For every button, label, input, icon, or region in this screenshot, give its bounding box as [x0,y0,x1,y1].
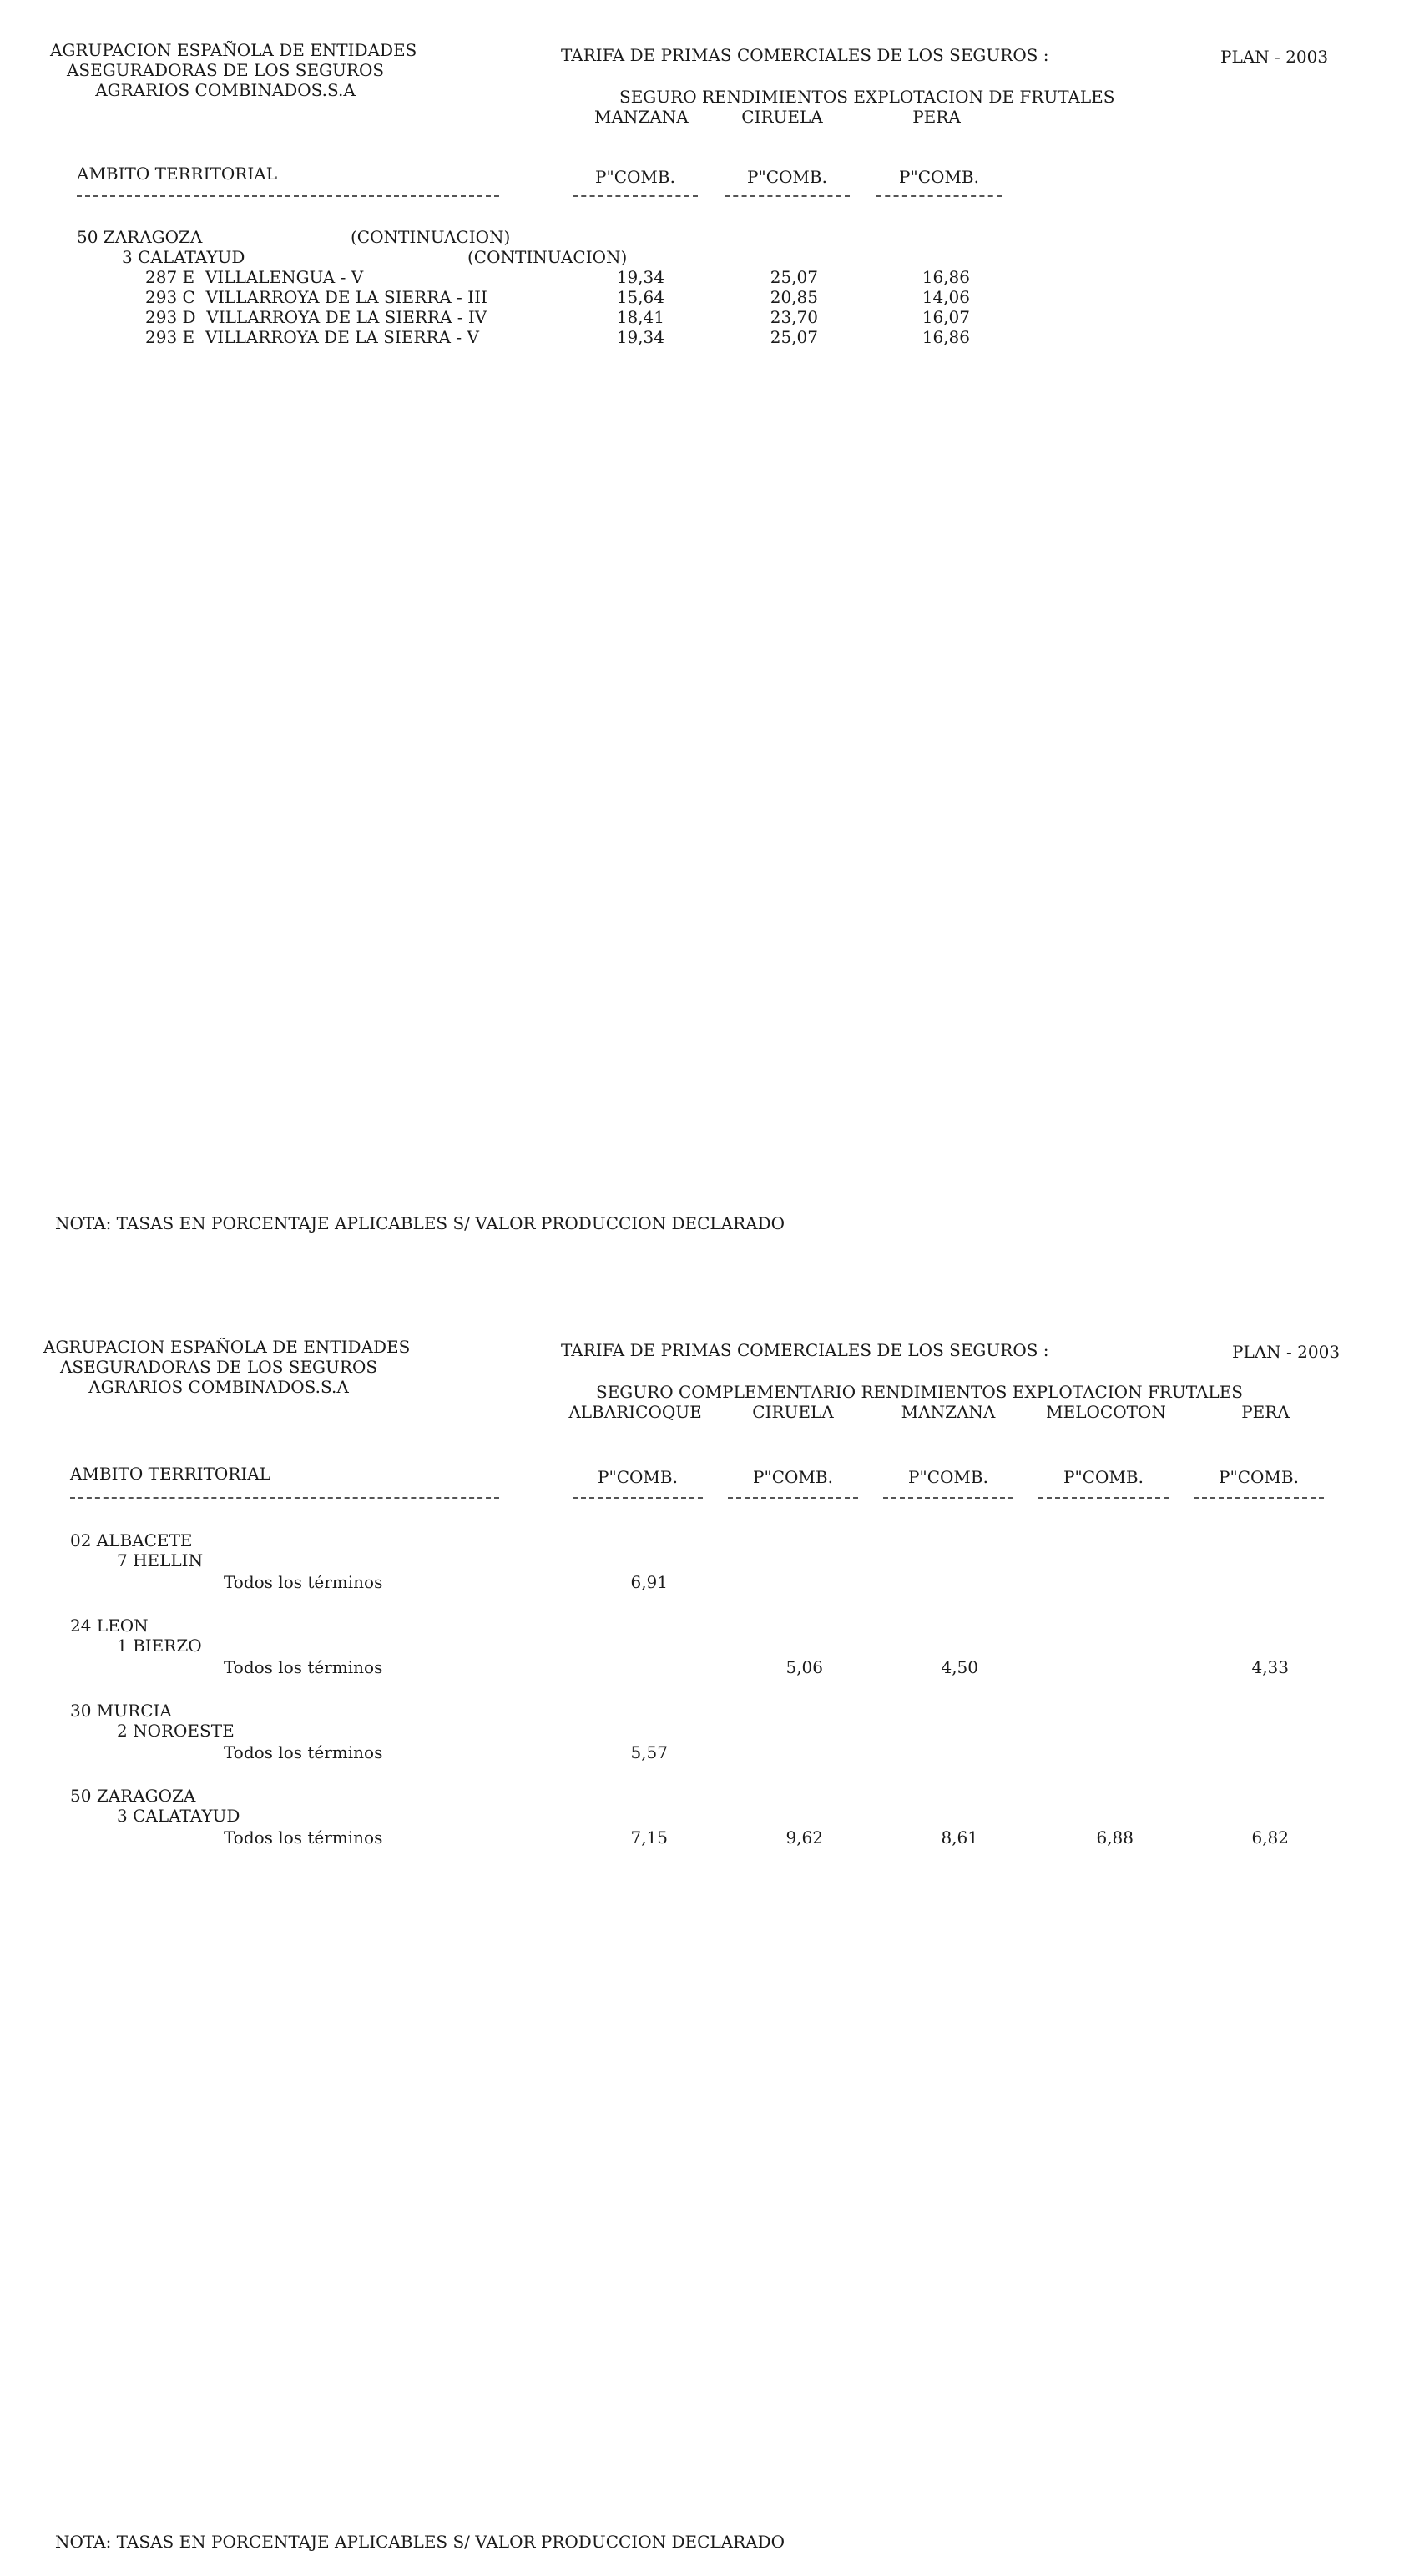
crop-header-2: CIRUELA [741,107,823,127]
org-name-line1: AGRUPACION ESPAÑOLA DE ENTIDADES [50,40,417,60]
crop-header-1: ALBARICOQUE [568,1402,702,1422]
crop-header-1: MANZANA [594,107,689,127]
crop-header-4: MELOCOTON [1046,1402,1166,1422]
crop-header-3: PERA [912,107,961,127]
col-header-4: P"COMB. [1063,1467,1144,1487]
rate-value: 4,50 [941,1657,978,1677]
rate-value: 7,15 [630,1827,668,1848]
rate-value: 15,64 [616,287,664,307]
plan-label: PLAN - 2003 [1220,47,1329,67]
province-name: 30 MURCIA [70,1701,172,1721]
term-name: Todos los términos [224,1657,383,1677]
term-name: Todos los términos [224,1572,383,1592]
plan-label: PLAN - 2003 [1232,1342,1341,1362]
col-header-1: P"COMB. [598,1467,678,1487]
col-header-3: P"COMB. [908,1467,988,1487]
rate-value: 16,07 [922,307,970,327]
org-name-line3: AGRARIOS COMBINADOS.S.A [88,1377,349,1397]
rate-value: 16,86 [922,267,970,287]
org-name-line3: AGRARIOS COMBINADOS.S.A [95,80,356,100]
crop-header-5: PERA [1241,1402,1290,1422]
org-name-line2: ASEGURADORAS DE LOS SEGUROS [59,1357,378,1377]
province-name: 24 LEON [70,1616,149,1636]
rate-value: 25,07 [770,327,818,347]
province-name: 02 ALBACETE [70,1530,193,1550]
col-underline-1 [573,1497,703,1499]
rate-value: 6,88 [1096,1827,1134,1848]
rate-value: 20,85 [770,287,818,307]
rate-value: 5,57 [630,1742,668,1762]
ambito-underline [70,1497,499,1499]
term-name: 293 E VILLARROYA DE LA SIERRA - V [145,327,479,347]
col-underline-2 [725,195,850,197]
col-header-2: P"COMB. [747,167,827,187]
col-header-3: P"COMB. [899,167,979,187]
rate-value: 6,91 [630,1572,668,1592]
term-name: Todos los términos [224,1827,383,1848]
ambito-underline [77,195,499,197]
province-name: 50 ZARAGOZA [70,1786,196,1806]
rate-value: 16,86 [922,327,970,347]
footnote: NOTA: TASAS EN PORCENTAJE APLICABLES S/ VALOR PRODUCCION DECLARADO [55,1213,785,1233]
rate-value: 6,82 [1251,1827,1289,1848]
comarca-name: 1 BIERZO [117,1636,202,1656]
org-name-line1: AGRUPACION ESPAÑOLA DE ENTIDADES [43,1337,411,1357]
ambito-label: AMBITO TERRITORIAL [77,164,277,184]
rate-value: 9,62 [785,1827,823,1848]
comarca-name: 7 HELLIN [117,1550,204,1570]
term-name: Todos los términos [224,1742,383,1762]
rate-value: 19,34 [616,327,664,347]
comarca-name: 3 CALATAYUD [117,1806,240,1826]
insurance-name: SEGURO COMPLEMENTARIO RENDIMIENTOS EXPLOTACION FRUTALES [596,1382,1243,1402]
col-header-1: P"COMB. [595,167,675,187]
term-name: 287 E VILLALENGUA - V [145,267,364,287]
rate-value: 19,34 [616,267,664,287]
rate-value: 5,06 [785,1657,823,1677]
col-underline-2 [728,1497,858,1499]
crop-header-3: MANZANA [901,1402,996,1422]
col-underline-5 [1194,1497,1324,1499]
insurance-name: SEGURO RENDIMIENTOS EXPLOTACION DE FRUTALES [619,87,1115,107]
tariff-title: TARIFA DE PRIMAS COMERCIALES DE LOS SEGUROS : [561,1340,1049,1360]
province-name: 50 ZARAGOZA [77,227,203,247]
col-header-2: P"COMB. [753,1467,833,1487]
rate-value: 4,33 [1251,1657,1289,1677]
comarca-name: 3 CALATAYUD [122,247,245,267]
term-name: 293 C VILLARROYA DE LA SIERRA - III [145,287,487,307]
footnote: NOTA: TASAS EN PORCENTAJE APLICABLES S/ VALOR PRODUCCION DECLARADO [55,2532,785,2552]
col-underline-4 [1038,1497,1169,1499]
rate-value: 18,41 [616,307,664,327]
province-continuation: (CONTINUACION) [351,227,511,247]
term-name: 293 D VILLARROYA DE LA SIERRA - IV [145,307,487,327]
rate-value: 23,70 [770,307,818,327]
col-underline-3 [876,195,1002,197]
col-header-5: P"COMB. [1219,1467,1299,1487]
comarca-continuation: (CONTINUACION) [467,247,628,267]
org-name-line2: ASEGURADORAS DE LOS SEGUROS [66,60,385,80]
comarca-name: 2 NOROESTE [117,1721,235,1741]
col-underline-3 [883,1497,1013,1499]
tariff-title: TARIFA DE PRIMAS COMERCIALES DE LOS SEGUROS : [561,45,1049,65]
col-underline-1 [573,195,698,197]
rate-value: 14,06 [922,287,970,307]
rate-value: 8,61 [941,1827,978,1848]
crop-header-2: CIRUELA [752,1402,834,1422]
rate-value: 25,07 [770,267,818,287]
ambito-label: AMBITO TERRITORIAL [70,1464,270,1484]
